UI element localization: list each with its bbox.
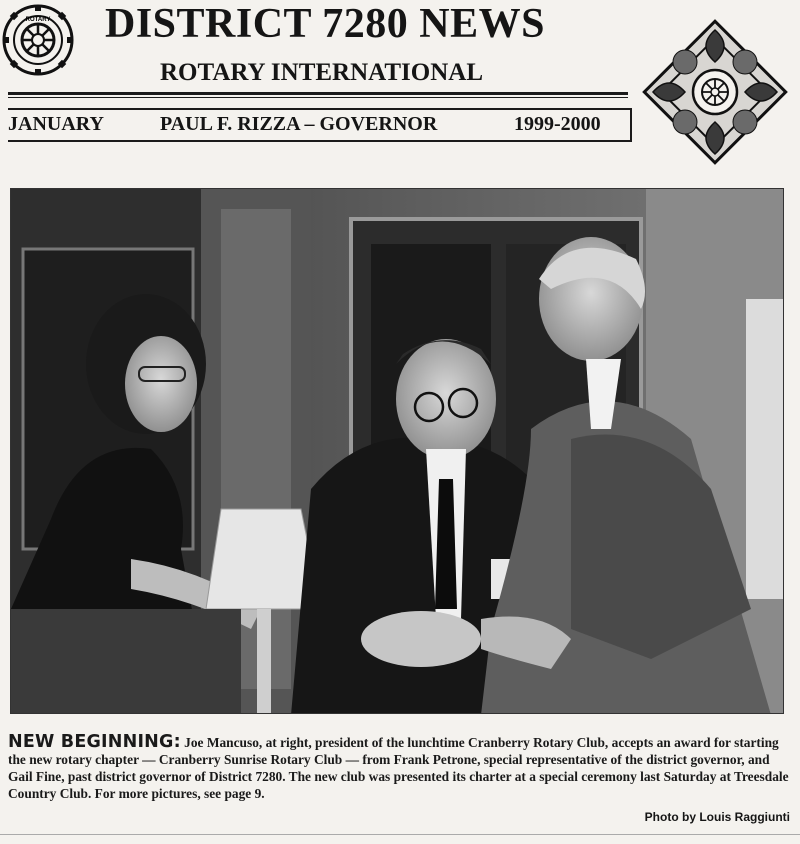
newsletter-title: DISTRICT 7280 NEWS — [105, 1, 546, 47]
masthead-rule-thin — [8, 97, 628, 98]
caption-body: Joe Mancuso, at right, president of the lunchtime Cranberry Rotary Club, accepts an award for starting the new rotary chapter — Cranberry Sunrise Rotary Club — from Frank Petrone, special representative of the district governor, and Gail Fine, past district governor of District 7280. The new club was presented its charter at a special ceremony last Saturday at Treesdale Country Club. For more pictures, see page 9. — [8, 735, 789, 801]
photo-credit: Photo by Louis Raggiunti — [644, 810, 790, 824]
svg-text:ROTARY: ROTARY — [25, 17, 51, 23]
issue-month: JANUARY — [8, 113, 104, 135]
page-edge-line — [0, 834, 800, 835]
governor-name: PAUL F. RIZZA – GOVERNOR — [160, 113, 438, 135]
newsletter-subtitle: ROTARY INTERNATIONAL — [160, 59, 483, 86]
caption-lead: NEW BEGINNING: — [8, 732, 181, 752]
rotary-year: 1999-2000 — [514, 113, 601, 135]
rotary-seal-logo — [2, 4, 74, 76]
masthead-rule — [8, 92, 628, 95]
theme-logo — [635, 12, 795, 172]
photo-caption — [8, 734, 792, 802]
event-photograph — [10, 188, 784, 714]
